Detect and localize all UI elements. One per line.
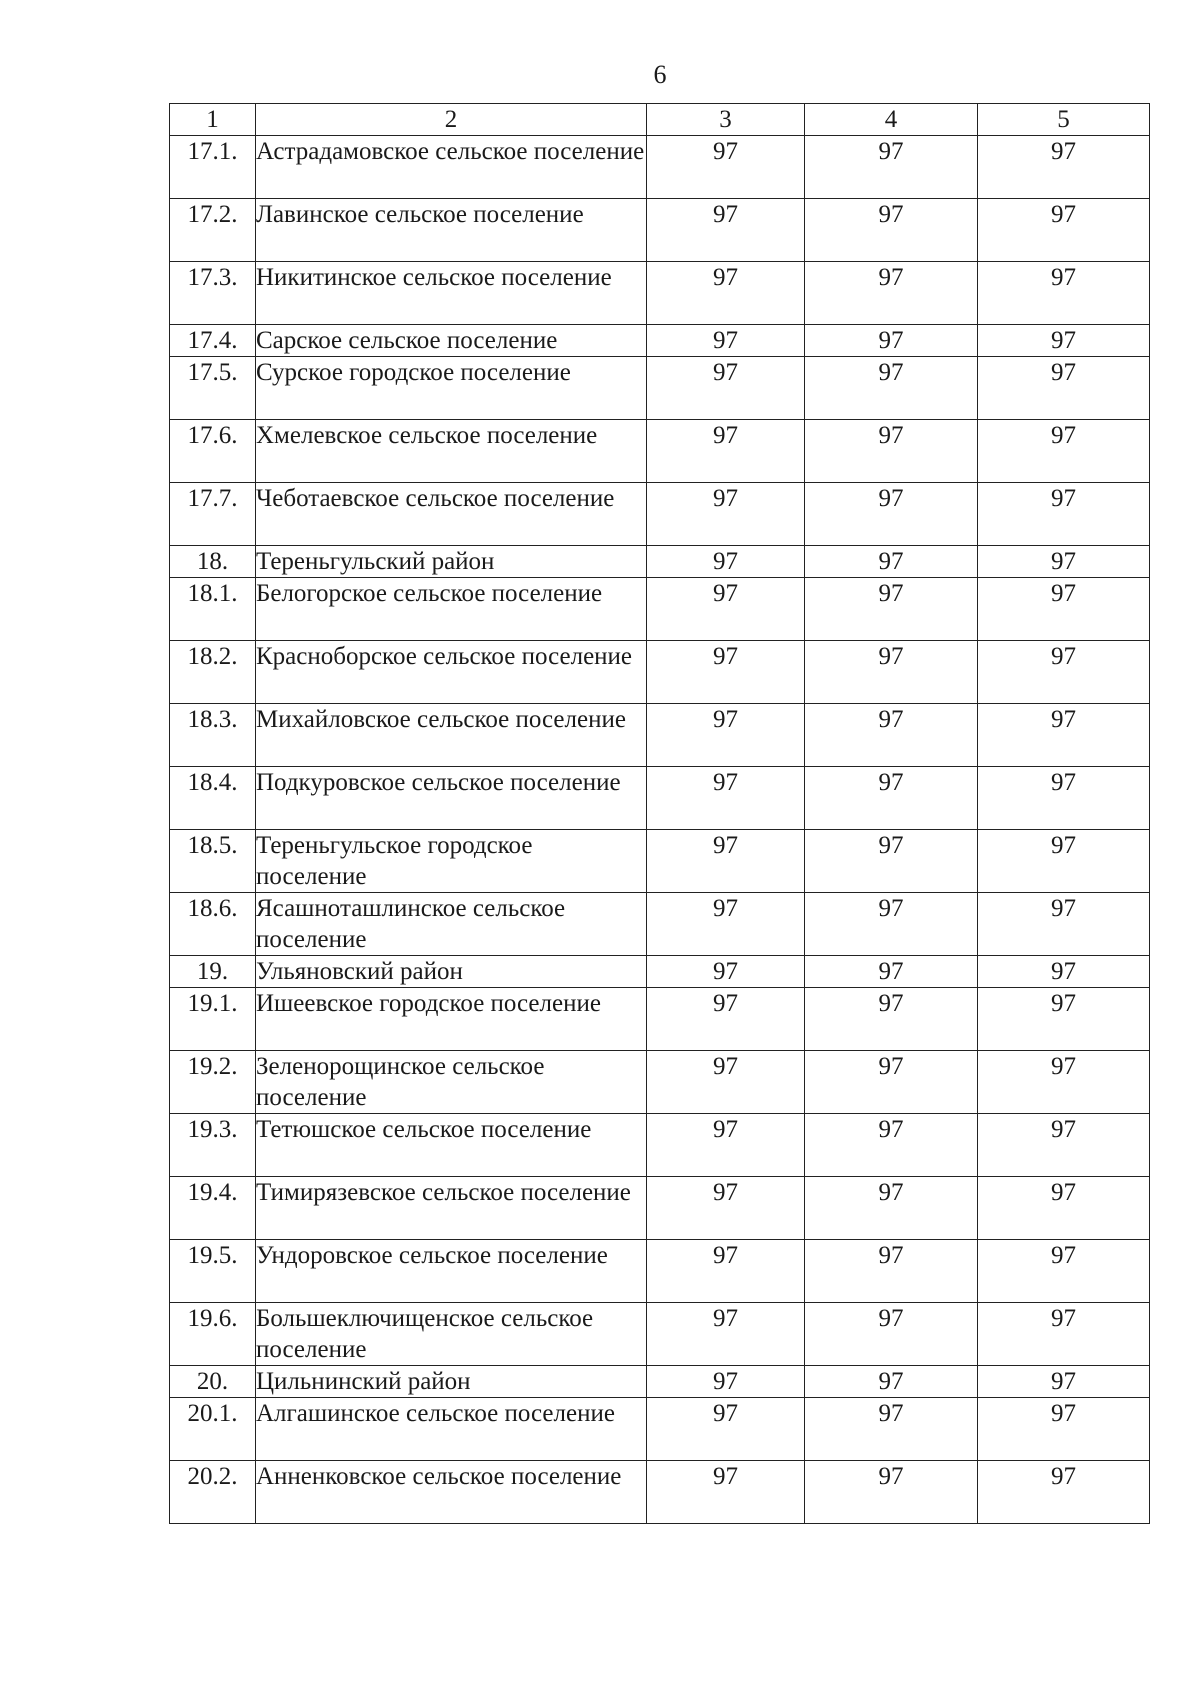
table-row xyxy=(170,988,1150,1051)
table-row xyxy=(170,1366,1150,1398)
row-value-col4-cell: 97 xyxy=(805,262,978,325)
row-value-col5-cell: 97 xyxy=(978,262,1150,325)
row-number-cell: 17.5. xyxy=(170,357,256,420)
row-value-col5-cell: 97 xyxy=(978,1303,1150,1366)
row-value-col3-cell: 97 xyxy=(647,136,805,199)
row-value-col4-cell: 97 xyxy=(805,641,978,704)
row-value-col5-cell: 97 xyxy=(978,704,1150,767)
row-value-col5-cell: 97 xyxy=(978,199,1150,262)
row-value-col5-cell: 97 xyxy=(978,988,1150,1051)
row-number-cell: 19.1. xyxy=(170,988,256,1051)
row-value-col3-cell: 97 xyxy=(647,1366,805,1398)
row-value-col3-cell: 97 xyxy=(647,767,805,830)
row-value-col3-cell: 97 xyxy=(647,357,805,420)
row-value-col4-cell: 97 xyxy=(805,893,978,956)
table-row xyxy=(170,1051,1150,1114)
row-name-cell: Астрадамовское сельское поселение xyxy=(256,136,647,199)
row-name-cell: Красноборское сельское поселение xyxy=(256,641,647,704)
row-number-cell: 19.6. xyxy=(170,1303,256,1366)
row-value-col4-cell: 97 xyxy=(805,1366,978,1398)
row-name-cell: Зеленорощинское сельское поселение xyxy=(256,1051,647,1114)
row-value-col4-cell: 97 xyxy=(805,1461,978,1524)
row-number-cell: 19.2. xyxy=(170,1051,256,1114)
row-name-cell: Подкуровское сельское поселение xyxy=(256,767,647,830)
row-value-col5-cell: 97 xyxy=(978,956,1150,988)
column-header: 2 xyxy=(256,104,647,136)
row-number-cell: 18.3. xyxy=(170,704,256,767)
row-value-col3-cell: 97 xyxy=(647,1114,805,1177)
row-name-cell: Тимирязевское сельское поселение xyxy=(256,1177,647,1240)
row-value-col4-cell: 97 xyxy=(805,767,978,830)
table-row xyxy=(170,546,1150,578)
table-row xyxy=(170,136,1150,199)
table-row xyxy=(170,199,1150,262)
table-row xyxy=(170,1177,1150,1240)
row-value-col5-cell: 97 xyxy=(978,830,1150,893)
row-value-col4-cell: 97 xyxy=(805,830,978,893)
table-row xyxy=(170,262,1150,325)
row-name-cell: Лавинское сельское поселение xyxy=(256,199,647,262)
table-row xyxy=(170,1240,1150,1303)
row-number-cell: 17.1. xyxy=(170,136,256,199)
row-value-col5-cell: 97 xyxy=(978,893,1150,956)
row-name-cell: Белогорское сельское поселение xyxy=(256,578,647,641)
row-value-col3-cell: 97 xyxy=(647,830,805,893)
row-value-col3-cell: 97 xyxy=(647,325,805,357)
row-name-cell: Ишеевское городское поселение xyxy=(256,988,647,1051)
row-value-col4-cell: 97 xyxy=(805,136,978,199)
row-value-col5-cell: 97 xyxy=(978,420,1150,483)
table-row xyxy=(170,325,1150,357)
row-value-col5-cell: 97 xyxy=(978,767,1150,830)
table-row xyxy=(170,420,1150,483)
row-value-col5-cell: 97 xyxy=(978,325,1150,357)
row-value-col4-cell: 97 xyxy=(805,578,978,641)
row-value-col4-cell: 97 xyxy=(805,483,978,546)
row-value-col5-cell: 97 xyxy=(978,483,1150,546)
table-row xyxy=(170,483,1150,546)
row-value-col5-cell: 97 xyxy=(978,1177,1150,1240)
table-row xyxy=(170,578,1150,641)
row-value-col4-cell: 97 xyxy=(805,420,978,483)
row-value-col4-cell: 97 xyxy=(805,1051,978,1114)
row-name-cell: Ясашноташлинское сельское поселение xyxy=(256,893,647,956)
row-name-cell: Сурское городское поселение xyxy=(256,357,647,420)
row-value-col3-cell: 97 xyxy=(647,199,805,262)
table-row xyxy=(170,704,1150,767)
table-row xyxy=(170,357,1150,420)
row-value-col3-cell: 97 xyxy=(647,578,805,641)
page-number: 6 xyxy=(653,60,667,89)
row-value-col5-cell: 97 xyxy=(978,578,1150,641)
row-number-cell: 19.4. xyxy=(170,1177,256,1240)
column-header: 3 xyxy=(647,104,805,136)
row-number-cell: 17.6. xyxy=(170,420,256,483)
table-row xyxy=(170,1398,1150,1461)
table-row xyxy=(170,830,1150,893)
row-value-col5-cell: 97 xyxy=(978,641,1150,704)
row-value-col5-cell: 97 xyxy=(978,1461,1150,1524)
row-value-col3-cell: 97 xyxy=(647,1303,805,1366)
column-header: 4 xyxy=(805,104,978,136)
row-value-col3-cell: 97 xyxy=(647,1240,805,1303)
row-number-cell: 20. xyxy=(170,1366,256,1398)
row-value-col5-cell: 97 xyxy=(978,1051,1150,1114)
row-name-cell: Тетюшское сельское поселение xyxy=(256,1114,647,1177)
row-number-cell: 20.2. xyxy=(170,1461,256,1524)
table-row xyxy=(170,1461,1150,1524)
table-row xyxy=(170,641,1150,704)
row-value-col3-cell: 97 xyxy=(647,1177,805,1240)
row-value-col3-cell: 97 xyxy=(647,420,805,483)
row-number-cell: 18.1. xyxy=(170,578,256,641)
row-value-col5-cell: 97 xyxy=(978,1240,1150,1303)
table-body xyxy=(170,104,1150,1524)
row-name-cell: Хмелевское сельское поселение xyxy=(256,420,647,483)
row-number-cell: 17.7. xyxy=(170,483,256,546)
row-value-col5-cell: 97 xyxy=(978,357,1150,420)
row-value-col4-cell: 97 xyxy=(805,1114,978,1177)
column-header: 5 xyxy=(978,104,1150,136)
row-value-col3-cell: 97 xyxy=(647,1461,805,1524)
row-value-col4-cell: 97 xyxy=(805,1240,978,1303)
row-name-cell: Большеключищенское сельское поселение xyxy=(256,1303,647,1366)
row-value-col3-cell: 97 xyxy=(647,988,805,1051)
data-table xyxy=(169,103,1150,1524)
row-value-col4-cell: 97 xyxy=(805,199,978,262)
row-number-cell: 17.4. xyxy=(170,325,256,357)
table-row xyxy=(170,767,1150,830)
row-value-col4-cell: 97 xyxy=(805,1303,978,1366)
row-value-col3-cell: 97 xyxy=(647,1051,805,1114)
row-name-cell: Ундоровское сельское поселение xyxy=(256,1240,647,1303)
row-value-col5-cell: 97 xyxy=(978,1366,1150,1398)
row-name-cell: Цильнинский район xyxy=(256,1366,647,1398)
row-value-col4-cell: 97 xyxy=(805,1398,978,1461)
row-number-cell: 17.3. xyxy=(170,262,256,325)
column-header: 1 xyxy=(170,104,256,136)
row-number-cell: 18.5. xyxy=(170,830,256,893)
row-name-cell: Михайловское сельское поселение xyxy=(256,704,647,767)
row-number-cell: 19.3. xyxy=(170,1114,256,1177)
table-row xyxy=(170,1303,1150,1366)
table-row xyxy=(170,956,1150,988)
row-number-cell: 18.2. xyxy=(170,641,256,704)
row-number-cell: 18.4. xyxy=(170,767,256,830)
row-value-col4-cell: 97 xyxy=(805,357,978,420)
row-name-cell: Тереньгульский район xyxy=(256,546,647,578)
row-number-cell: 19.5. xyxy=(170,1240,256,1303)
row-number-cell: 20.1. xyxy=(170,1398,256,1461)
row-value-col3-cell: 97 xyxy=(647,893,805,956)
row-value-col4-cell: 97 xyxy=(805,988,978,1051)
table-row xyxy=(170,1114,1150,1177)
row-value-col3-cell: 97 xyxy=(647,1398,805,1461)
row-name-cell: Тереньгульское городское поселение xyxy=(256,830,647,893)
row-value-col3-cell: 97 xyxy=(647,546,805,578)
row-name-cell: Ульяновский район xyxy=(256,956,647,988)
row-value-col4-cell: 97 xyxy=(805,1177,978,1240)
row-value-col4-cell: 97 xyxy=(805,325,978,357)
row-value-col4-cell: 97 xyxy=(805,546,978,578)
row-value-col5-cell: 97 xyxy=(978,136,1150,199)
row-value-col5-cell: 97 xyxy=(978,546,1150,578)
row-name-cell: Анненковское сельское поселение xyxy=(256,1461,647,1524)
table-row xyxy=(170,893,1150,956)
row-value-col5-cell: 97 xyxy=(978,1114,1150,1177)
row-value-col3-cell: 97 xyxy=(647,483,805,546)
row-value-col3-cell: 97 xyxy=(647,956,805,988)
row-name-cell: Чеботаевское сельское поселение xyxy=(256,483,647,546)
row-name-cell: Алгашинское сельское поселение xyxy=(256,1398,647,1461)
header-row xyxy=(170,104,1150,136)
row-name-cell: Сарское сельское поселение xyxy=(256,325,647,357)
row-value-col3-cell: 97 xyxy=(647,641,805,704)
row-number-cell: 18.6. xyxy=(170,893,256,956)
row-value-col3-cell: 97 xyxy=(647,262,805,325)
row-number-cell: 17.2. xyxy=(170,199,256,262)
row-value-col4-cell: 97 xyxy=(805,956,978,988)
row-number-cell: 19. xyxy=(170,956,256,988)
row-value-col3-cell: 97 xyxy=(647,704,805,767)
row-number-cell: 18. xyxy=(170,546,256,578)
row-value-col5-cell: 97 xyxy=(978,1398,1150,1461)
row-name-cell: Никитинское сельское поселение xyxy=(256,262,647,325)
row-value-col4-cell: 97 xyxy=(805,704,978,767)
